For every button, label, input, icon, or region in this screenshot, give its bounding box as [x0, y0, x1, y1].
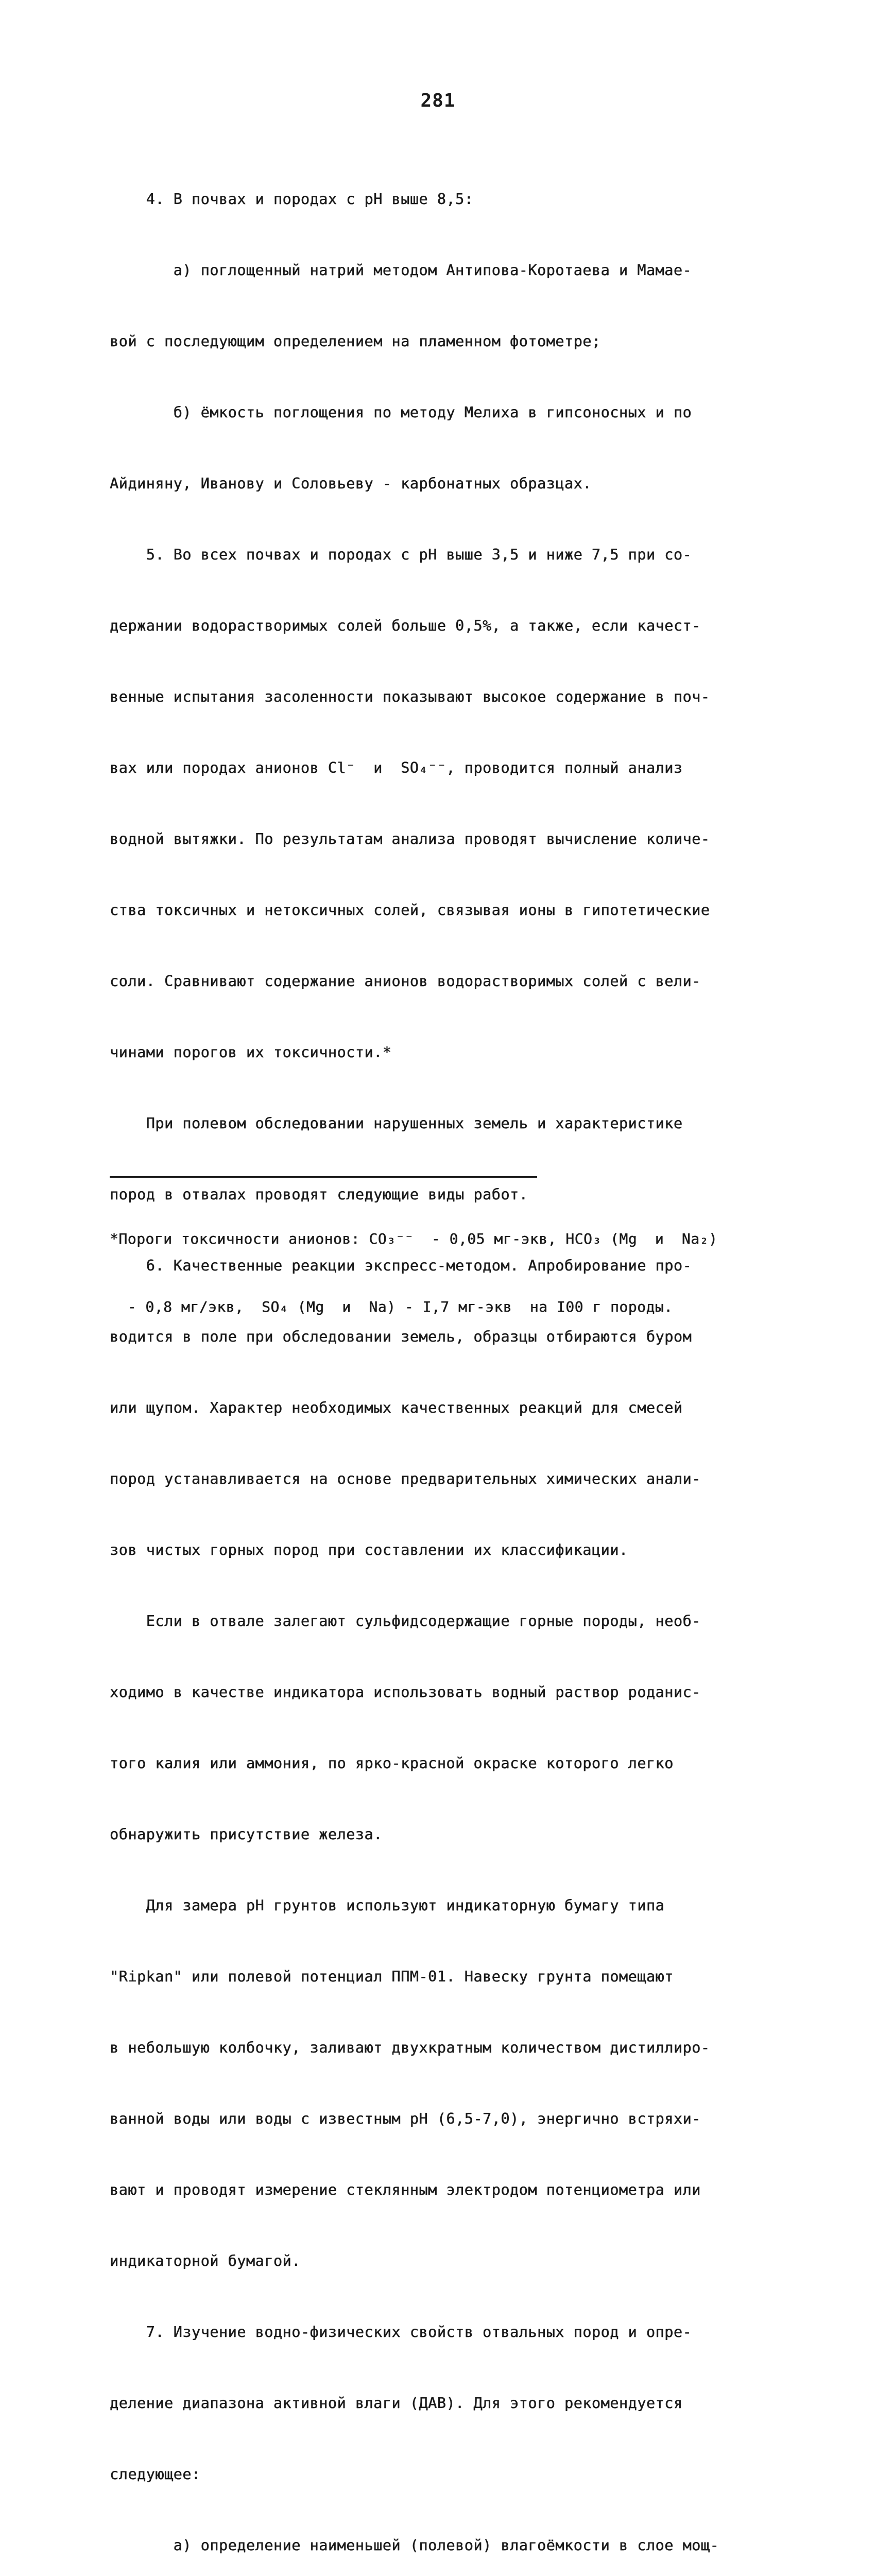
text-line: индикаторной бумагой.: [110, 2252, 301, 2269]
text-line: Для замера pH грунтов используют индикаторную бумагу типа: [110, 1897, 665, 1914]
text-line: 7. Изучение водно-физических свойств отвальных пород и опре-: [110, 2324, 692, 2341]
text-line: водной вытяжки. По результатам анализа проводят вычисление количе-: [110, 831, 710, 848]
text-line: деление диапазона активной влаги (ДАВ). Для этого рекомендуется: [110, 2395, 683, 2412]
text-line: ства токсичных и нетоксичных солей, связывая ионы в гипотетические: [110, 902, 710, 919]
text-line: Если в отвале залегают сульфидсодержащие горные породы, необ-: [110, 1613, 701, 1630]
text-line: вой с последующим определением на пламенном фотометре;: [110, 333, 601, 350]
footnote: [110, 1182, 774, 1364]
text-line: а) поглощенный натрий методом Антипова-Коротаева и Мамае-: [110, 262, 692, 279]
text-line: водится в поле при обследовании земель, образцы отбираются буром: [110, 1328, 692, 1345]
text-line: ходимо в качестве индикатора использовать водный раствор роданис-: [110, 1684, 701, 1701]
text-line: Айдиняну, Иванову и Соловьеву - карбонатных образцах.: [110, 475, 592, 492]
text-line: вают и проводят измерение стеклянным электродом потенциометра или: [110, 2181, 701, 2198]
text-line: ванной воды или воды с известным pH (6,5-7,0), энергично встряхи-: [110, 2110, 701, 2127]
footnote-line: - 0,8 мг/экв, SO₄ (Mg и Na) - I,7 мг-экв на I00 г породы.: [110, 1298, 673, 1315]
text-line: 6. Качественные реакции экспресс-методом. Апробирование про-: [110, 1257, 692, 1274]
text-line: 5. Во всех почвах и породах с pH выше 3,5 и ниже 7,5 при со-: [110, 546, 692, 563]
text-line: пород устанавливается на основе предварительных химических анали-: [110, 1470, 701, 1487]
page-number: 281: [420, 90, 456, 111]
text-line: При полевом обследовании нарушенных земель и характеристике: [110, 1115, 683, 1132]
text-line: чинами порогов их токсичности.*: [110, 1044, 392, 1061]
text-line: зов чистых горных пород при составлении их классификации.: [110, 1541, 628, 1558]
footnote-divider: [110, 1176, 537, 1178]
text-line: "Ripkan" или полевой потенциал ППМ-01. Навеску грунта помещают: [110, 1968, 674, 1985]
text-line: вах или породах анионов Cl⁻ и SO₄⁻⁻, проводится полный анализ: [110, 759, 683, 776]
footnote-line: *Пороги токсичности анионов: CO₃⁻⁻ - 0,05 мг-экв, HCO₃ (Mg и Na₂): [110, 1230, 718, 1247]
text-line: или щупом. Характер необходимых качественных реакций для смесей: [110, 1399, 683, 1416]
text-line: б) ёмкость поглощения по методу Мелиха в гипсоносных и по: [110, 404, 692, 421]
text-line: а) определение наименьшей (полевой) влагоёмкости в слое мощ-: [110, 2537, 719, 2554]
text-line: венные испытания засоленности показывают высокое содержание в поч-: [110, 688, 710, 705]
text-line: 4. В почвах и породах с pH выше 8,5:: [110, 191, 474, 208]
text-line: соли. Сравнивают содержание анионов водорастворимых солей с вели-: [110, 973, 701, 990]
text-line: пород в отвалах проводят следующие виды работ.: [110, 1186, 528, 1203]
text-line: в небольшую колбочку, заливают двухкратным количеством дистиллиро-: [110, 2039, 710, 2056]
text-line: того калия или аммония, по ярко-красной окраске которого легко: [110, 1755, 674, 1772]
text-line: обнаружить присутствие железа.: [110, 1826, 383, 1843]
text-line: держании водорастворимых солей больше 0,5%, а также, если качест-: [110, 617, 701, 634]
text-line: следующее:: [110, 2466, 201, 2483]
